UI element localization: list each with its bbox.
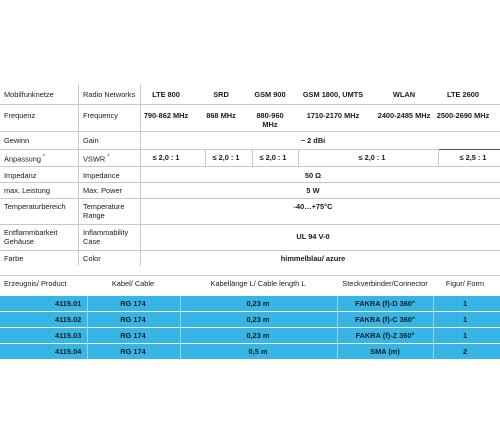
product-id: 4115.04	[55, 347, 82, 356]
divider	[180, 296, 181, 359]
band-lte800: LTE 800	[152, 90, 180, 99]
product-length: 0,23 m	[246, 315, 270, 324]
row-flammability-en-2: Case	[83, 237, 101, 246]
product-form: 1	[462, 331, 468, 340]
freq-lte800: 790-862 MHz	[143, 111, 189, 120]
header-de: Mobilfunknetze	[4, 90, 54, 99]
divider	[0, 166, 500, 167]
product-length: 0,23 m	[246, 299, 270, 308]
product-header-connector: Steckverbinder/Connector	[342, 279, 428, 288]
product-cable: RG 174	[120, 299, 146, 308]
freq-wlan: 2400-2485 MHz	[377, 111, 431, 120]
band-wlan: WLAN	[392, 90, 416, 99]
product-id: 4115.03	[55, 331, 82, 340]
impedance-value: 50 Ω	[304, 171, 322, 180]
divider	[433, 296, 434, 359]
row-flammability-de-1: Entflammbarkeit	[4, 228, 58, 237]
divider	[87, 296, 88, 359]
row-flammability-en-1: Inflammability	[83, 228, 129, 237]
row-vswr-de: Anpassung *	[4, 154, 45, 164]
row-temperature-en-1: Temperature	[83, 202, 125, 211]
product-length: 0,5 m	[248, 347, 268, 356]
freq-lte2600: 2500-2690 MHz	[436, 111, 490, 120]
product-connector: SMA (m)	[370, 347, 400, 356]
vswr-1800-wlan: ≤ 2,0 : 1	[358, 153, 386, 162]
band-gsm1800-umts: GSM 1800, UMTS	[302, 90, 364, 99]
freq-gsm1800-umts: 1710-2170 MHz	[306, 111, 360, 120]
product-connector: FAKRA (f)-D 360°	[355, 299, 415, 308]
band-srd: SRD	[213, 90, 229, 99]
row-temperature-en-2: Range	[83, 211, 105, 220]
row-power-en: Max. Power	[83, 186, 123, 195]
product-header-form: Figur/ Form	[445, 279, 485, 288]
row-color-de: Farbe	[4, 254, 24, 263]
product-header-cable: Kabel/ Cable	[111, 279, 155, 288]
color-value: himmelblau/ azure	[280, 254, 346, 263]
band-lte2600: LTE 2600	[447, 90, 479, 99]
row-vswr-en: VSWR *	[83, 154, 110, 164]
row-frequency-de: Frequenz	[4, 111, 36, 120]
vswr-srd: ≤ 2,0 : 1	[212, 153, 240, 162]
band-gsm900: GSM 900	[254, 90, 286, 99]
product-connector: FAKRA (f)-Z 360°	[355, 331, 415, 340]
product-cable: RG 174	[120, 315, 146, 324]
product-header-product: Erzeugnis/ Product	[4, 279, 67, 288]
product-header-length: Kabellänge L/ Cable length L	[210, 279, 306, 288]
temperature-value: -40…+75°C	[293, 202, 333, 211]
vswr-lte2600: ≤ 2,5 : 1	[459, 153, 487, 162]
row-power-de: max. Leistung	[4, 186, 51, 195]
divider	[78, 84, 79, 266]
power-value: 5 W	[306, 186, 320, 195]
row-gain-de: Gewinn	[4, 136, 30, 145]
product-cable: RG 174	[120, 331, 146, 340]
divider	[252, 149, 253, 166]
vswr-lte800: ≤ 2,0 : 1	[152, 153, 180, 162]
divider	[0, 104, 500, 105]
product-form: 1	[462, 299, 468, 308]
divider	[140, 84, 141, 266]
row-flammability-de-2: Gehäuse	[4, 237, 34, 246]
divider	[0, 131, 500, 132]
row-temperature-de: Temperaturbereich	[4, 202, 66, 211]
product-form: 1	[462, 315, 468, 324]
vswr-gsm900: ≤ 2,0 : 1	[259, 153, 287, 162]
product-cable: RG 174	[120, 347, 146, 356]
divider	[298, 149, 299, 166]
divider	[438, 149, 439, 166]
divider	[0, 198, 500, 199]
row-frequency-en: Frequency	[83, 111, 118, 120]
divider	[438, 149, 500, 150]
product-id: 4115.02	[55, 315, 82, 324]
header-en: Radio Networks	[83, 90, 136, 99]
row-color-en: Color	[83, 254, 101, 263]
row-impedance-en: Impedance	[83, 171, 120, 180]
flammability-value: UL 94 V-0	[296, 232, 330, 241]
gain-value: ~ 2 dBi	[300, 136, 326, 145]
divider	[337, 296, 338, 359]
row-gain-en: Gain	[83, 136, 99, 145]
product-form: 2	[462, 347, 468, 356]
divider	[0, 275, 500, 276]
divider	[0, 250, 500, 251]
product-connector: FAKRA (f)-C 360°	[355, 315, 415, 324]
divider	[0, 182, 500, 183]
row-impedance-de: Impedanz	[4, 171, 37, 180]
freq-srd: 868 MHz	[206, 111, 236, 120]
product-length: 0,23 m	[246, 331, 270, 340]
freq-gsm900-unit: MHz	[262, 120, 278, 129]
divider	[0, 224, 500, 225]
freq-gsm900: 880-960	[256, 111, 284, 120]
divider	[205, 149, 206, 166]
product-id: 4115.01	[55, 299, 82, 308]
divider	[0, 149, 500, 150]
